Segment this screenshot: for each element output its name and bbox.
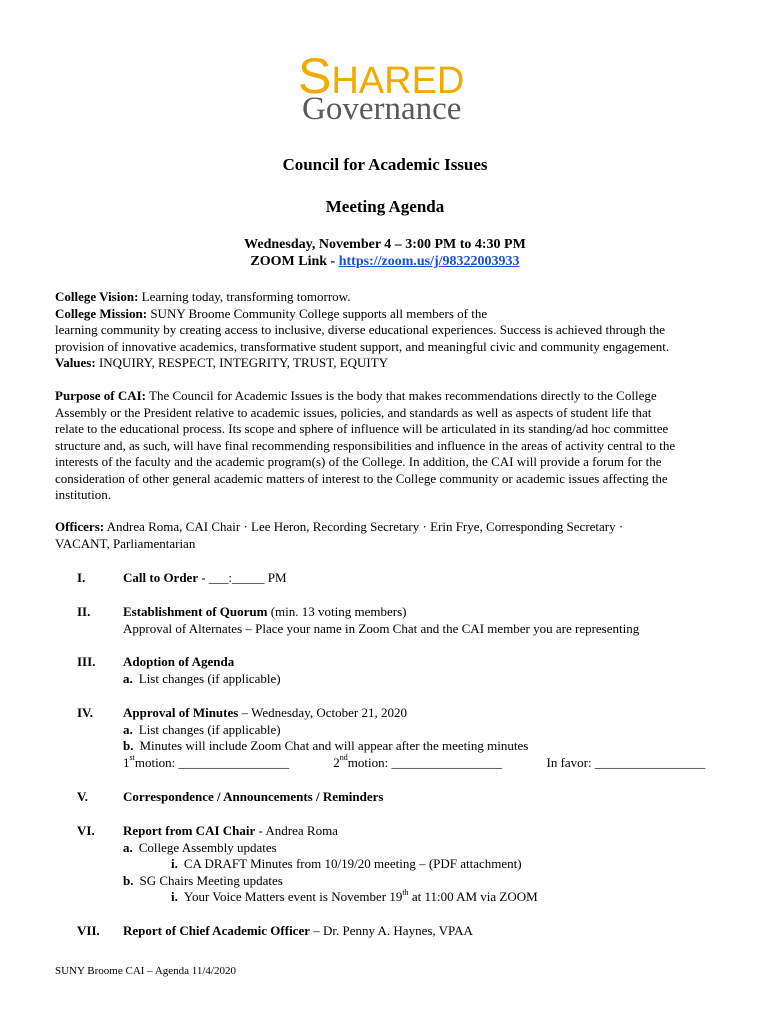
zoom-link-label: ZOOM Link -	[250, 254, 339, 269]
agenda-title-text: Adoption of Agenda	[123, 654, 235, 669]
agenda-number: V.	[77, 789, 88, 804]
vision-label: College Vision:	[55, 289, 139, 304]
college-vision-block	[55, 289, 717, 372]
agenda-detail: - Andrea Roma	[255, 823, 338, 838]
agenda-title: Report of Chief Academic Officer	[123, 923, 310, 938]
logo-shared-text: SHARED	[298, 48, 465, 104]
sub-sub-item-text: CA DRAFT Minutes from 10/19/20 meeting – (PDF attachment)	[183, 856, 522, 871]
purpose-line-2: relate to the educational process. Its scope and sphere of influence will be articulated in its standing/ad hoc committee	[55, 421, 669, 436]
officers-label: Officers:	[55, 519, 105, 534]
logo-governance-text: Governance	[302, 91, 462, 127]
purpose-text-0: The Council for Academic Issues is the body that makes recommendations directly to the College	[146, 388, 657, 403]
agenda-title: Report from CAI Chair	[123, 823, 256, 838]
mission-text-3: provision of innovative academics, transformative student support, and meaningful civic and community engagement.	[55, 338, 670, 354]
sub-item-a	[123, 722, 743, 739]
sub-item-label: b.	[123, 872, 134, 888]
agenda-number: VII.	[77, 923, 100, 938]
shared-governance-logo	[298, 48, 478, 130]
sub-item-text: List changes (if applicable)	[138, 670, 281, 686]
agenda-detail: (min. 13 voting members)	[267, 604, 407, 619]
sub-item-b	[123, 873, 723, 890]
sub-item-text: College Assembly updates	[138, 839, 277, 855]
meeting-datetime: Wednesday, November 4 – 3:00 PM to 4:30 PM	[244, 237, 526, 252]
agenda-body	[123, 823, 723, 906]
first-motion	[123, 755, 330, 772]
agenda-body	[123, 654, 723, 687]
purpose-block	[55, 388, 717, 504]
second-motion-suffix: nd	[339, 753, 348, 763]
second-motion-blank: motion: _________________	[347, 754, 502, 770]
mission-text-2: learning community by creating access to inclusive, diverse educational experiences. Success is achieved through the	[55, 322, 666, 337]
agenda-body	[123, 705, 743, 771]
sub-item-text: Minutes will include Zoom Chat and will appear after the meeting minutes	[139, 738, 529, 753]
values-line	[55, 355, 717, 372]
agenda-title: Call to Order	[123, 570, 199, 585]
page-footer: SUNY Broome CAI – Agenda 11/4/2020	[55, 965, 236, 977]
sub-item-a	[123, 671, 723, 688]
second-motion-number: 2	[333, 754, 340, 770]
zoom-link[interactable]: https://zoom.us/j/98322003933	[338, 254, 520, 269]
agenda-title-line	[123, 823, 723, 840]
agenda-number: III.	[77, 654, 96, 669]
agenda-title-line	[123, 705, 743, 722]
sub-sub-item-label: i.	[171, 889, 178, 904]
college-mission-line	[55, 306, 717, 323]
agenda-title: Establishment of Quorum	[123, 604, 268, 619]
officers-line-2: VACANT, Parliamentarian	[55, 535, 196, 551]
sub-item-text: List changes (if applicable)	[138, 721, 281, 737]
agenda-body	[123, 789, 723, 806]
agenda-title-line	[123, 604, 723, 621]
sub-item-a	[123, 840, 723, 857]
sub-item-label: a.	[123, 670, 133, 686]
sub-item-b	[123, 738, 743, 755]
purpose-line-6: institution.	[55, 487, 111, 502]
agenda-body	[123, 570, 723, 587]
agenda-title: Correspondence / Announcements / Reminders	[123, 789, 384, 804]
officers-line-1	[55, 519, 717, 536]
agenda-detail: – Dr. Penny A. Haynes, VPAA	[310, 923, 473, 938]
document-title: Council for Academic Issues	[282, 155, 488, 174]
document-subtitle: Meeting Agenda	[325, 197, 445, 216]
purpose-line-0	[55, 388, 717, 405]
ordinal-suffix: th	[402, 887, 409, 897]
sub-sub-item-text-end: at 11:00 AM via ZOOM	[408, 889, 538, 904]
purpose-line-5: consideration of other general academic matters of interest to the College community or academic issues affecting the	[55, 470, 668, 486]
mission-text-1: SUNY Broome Community College supports all members of the	[147, 305, 488, 321]
second-motion	[333, 755, 543, 772]
sub-item-label: b.	[123, 738, 134, 753]
agenda-number: II.	[77, 604, 91, 619]
purpose-line-4: interests of the faculty and the academic program(s) of the College. In addition, the CAI will provide a forum for the	[55, 454, 662, 469]
agenda-number: I.	[77, 570, 86, 585]
sub-item-text: SG Chairs Meeting updates	[139, 872, 283, 888]
agenda-detail: – Wednesday, October 21, 2020	[238, 705, 407, 720]
sub-sub-item-label: i.	[171, 856, 178, 871]
agenda-number: IV.	[77, 705, 94, 720]
vision-text: Learning today, transforming tomorrow.	[138, 289, 351, 304]
agenda-number: VI.	[77, 823, 95, 838]
sub-item-label: a.	[123, 721, 133, 737]
purpose-label: Purpose of CAI:	[55, 388, 146, 403]
officers-block	[55, 519, 717, 552]
values-text: INQUIRY, RESPECT, INTEGRITY, TRUST, EQUITY	[95, 355, 389, 370]
values-label: Values:	[55, 355, 96, 370]
sub-sub-item-text: Your Voice Matters event is November 19	[183, 889, 403, 904]
purpose-line-3: structure and, as such, will have final recommending responsibilities and influence in the areas of activity central to the	[55, 437, 676, 453]
college-vision-line	[55, 289, 717, 306]
first-motion-number: 1	[123, 754, 130, 770]
motion-line	[123, 755, 743, 772]
sub-item-label: a.	[123, 839, 133, 855]
first-motion-suffix: st	[129, 753, 135, 763]
in-favor: In favor: _________________	[546, 754, 706, 770]
alternates-line: Approval of Alternates – Place your name in Zoom Chat and the CAI member you are representing	[123, 620, 640, 636]
agenda-title	[123, 654, 723, 671]
agenda-detail: - ___:_____ PM	[198, 570, 287, 585]
agenda-title: Approval of Minutes	[123, 705, 239, 720]
sub-item-b-i	[123, 889, 723, 906]
mission-label: College Mission:	[55, 305, 148, 321]
purpose-line-1: Assembly or the President relative to academic issues, policies, and standards as well as aspects of student life that	[55, 404, 652, 420]
first-motion-blank: motion: _________________	[134, 754, 290, 770]
sub-item-a-i	[123, 856, 723, 873]
zoom-link-line	[0, 253, 770, 270]
officers-text-1: Andrea Roma, CAI Chair · Lee Heron, Recording Secretary · Erin Frye, Corresponding Secretary ·	[104, 519, 624, 534]
agenda-body	[123, 923, 723, 940]
agenda-body	[123, 604, 723, 637]
